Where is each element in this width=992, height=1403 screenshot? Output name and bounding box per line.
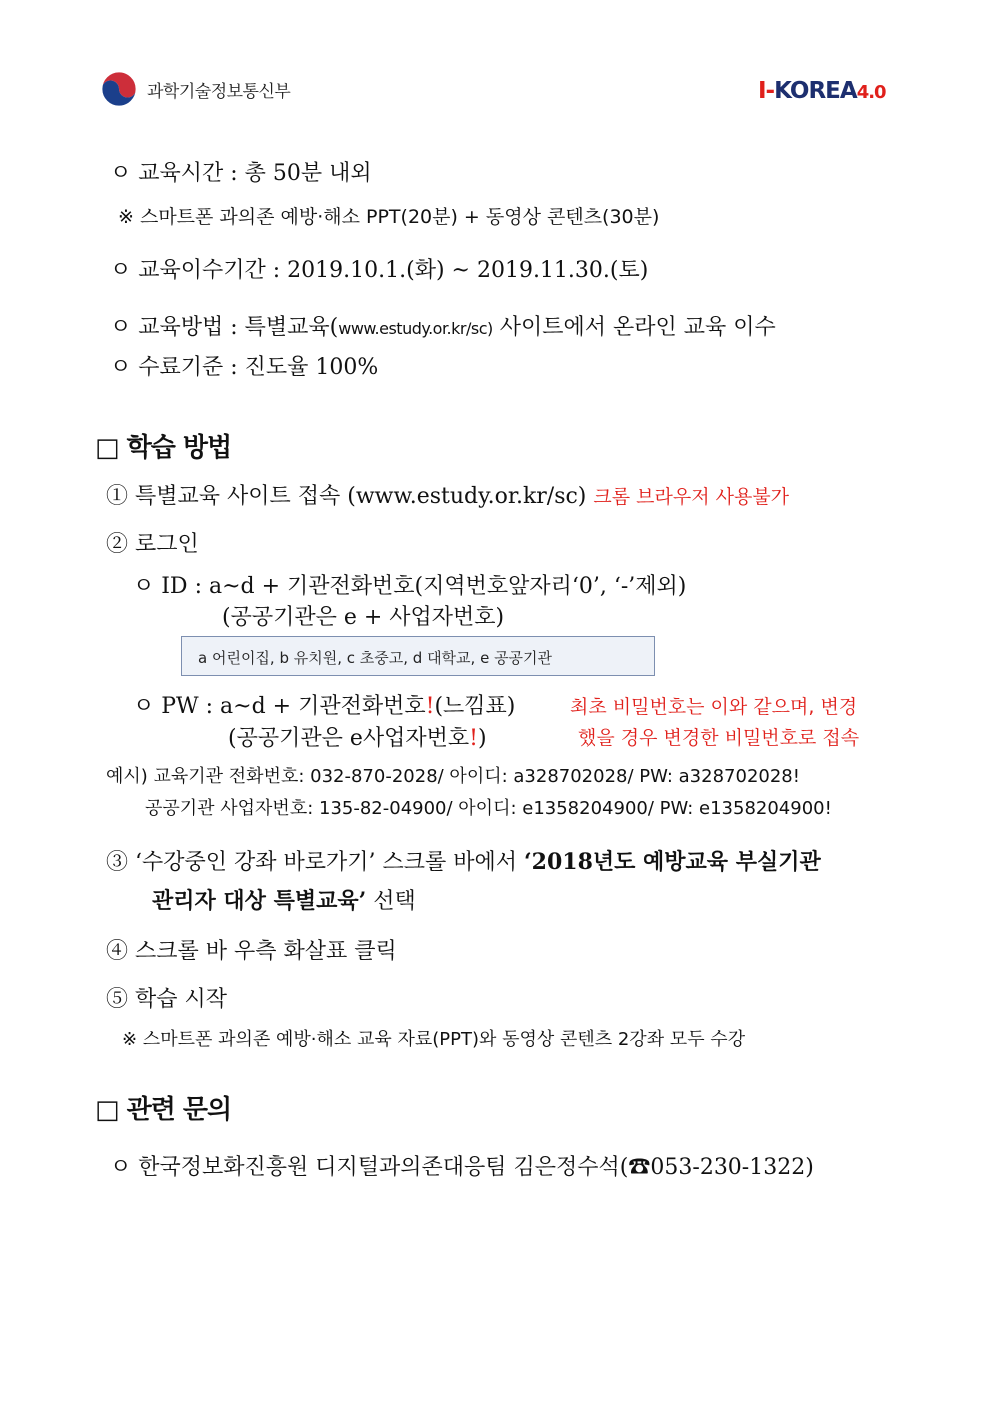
pw-public-exclamation: !: [469, 726, 478, 751]
example-school: 예시) 교육기관 전화번호: 032-870-2028/ 아이디: a328702028/ PW: a328702028!: [106, 766, 800, 787]
ministry-name: 과학기술정보통신부: [147, 82, 291, 102]
method-suffix: 사이트에서 온라인 교육 이수: [492, 315, 776, 340]
pw-warning-line2: 했을 경우 변경한 비밀번호로 접속: [578, 727, 860, 749]
phone-icon: ☎: [628, 1155, 651, 1180]
contact-line: [110, 1150, 814, 1181]
institution-code-box: a 어린이집, b 유치원, c 초중고, d 대학교, e 공공기관: [181, 636, 655, 676]
pw-exclamation: !: [425, 694, 435, 719]
education-period: ㅇ 교육이수기간 : 2019.10.1.(화) ~ 2019.11.30.(토): [110, 258, 649, 283]
i-korea-logo: [758, 78, 886, 104]
pw-rule-suffix: (느낌표): [434, 694, 516, 719]
pw-warning-line1: 최초 비밀번호는 이와 같으며, 변경: [570, 696, 858, 718]
login-pw-rule: [133, 689, 515, 720]
step-4: ④ 스크롤 바 우측 화살표 클릭: [106, 939, 397, 964]
learning-note: ※ 스마트폰 과의존 예방·해소 교육 자료(PPT)와 동영상 콘텐츠 2강좌 모두 수강: [122, 1029, 746, 1050]
login-pw-public: [228, 721, 487, 752]
example-public: 공공기관 사업자번호: 135-82-04900/ 아이디: e1358204900/ PW: e1358204900!: [145, 798, 832, 819]
step-5: ⑤ 학습 시작: [106, 987, 227, 1012]
learning-method-heading: □ 학습 방법: [95, 433, 232, 463]
education-method: [110, 310, 776, 341]
step-1-warning: 크롬 브라우저 사용불가: [593, 486, 790, 508]
ministry-taegeuk-logo-icon: [100, 70, 138, 108]
step-1: [106, 479, 789, 510]
step-3-course: ‘2018년도 예방교육 부실기관: [524, 849, 821, 875]
pw-public-close: ): [477, 726, 487, 751]
step-3-text: ③ ‘수강중인 강좌 바로가기’ 스크롤 바에서: [106, 850, 517, 875]
contact-phone: 053-230-1322): [650, 1155, 814, 1180]
step-3-line2: [152, 884, 416, 915]
contact-text: ㅇ 한국정보화진흥원 디지털과의존대응팀 김은정수석(: [110, 1155, 629, 1180]
education-time-note: ※ 스마트폰 과의존 예방·해소 PPT(20분) + 동영상 콘텐츠(30분): [118, 206, 660, 228]
contact-heading: □ 관련 문의: [95, 1095, 232, 1125]
step-1-text: ① 특별교육 사이트 접속 (www.estudy.or.kr/sc): [106, 484, 587, 509]
method-prefix: ㅇ 교육방법 : 특별교육(: [110, 315, 339, 340]
brand-i: I-: [758, 78, 775, 104]
step-3-course-cont: 관리자 대상 특별교육’: [152, 888, 367, 914]
pw-public-text: (공공기관은 e사업자번호: [228, 726, 470, 751]
step-2: ② 로그인: [106, 532, 199, 557]
pw-rule-text: ㅇ PW : a~d + 기관전화번호: [133, 694, 426, 719]
brand-version: 4.0: [856, 82, 886, 103]
login-id-public: (공공기관은 e + 사업자번호): [222, 605, 505, 630]
completion-criteria: ㅇ 수료기준 : 진도율 100%: [110, 355, 379, 380]
login-id-rule: ㅇ ID : a~d + 기관전화번호(지역번호앞자리‘0’, ‘-’제외): [133, 574, 687, 599]
brand-korea: KOREA: [774, 78, 857, 104]
step-3: [106, 845, 821, 876]
step-3-select: 선택: [366, 889, 416, 914]
method-url: www.estudy.or.kr/sc): [338, 319, 493, 338]
education-time: ㅇ 교육시간 : 총 50분 내외: [110, 161, 372, 186]
